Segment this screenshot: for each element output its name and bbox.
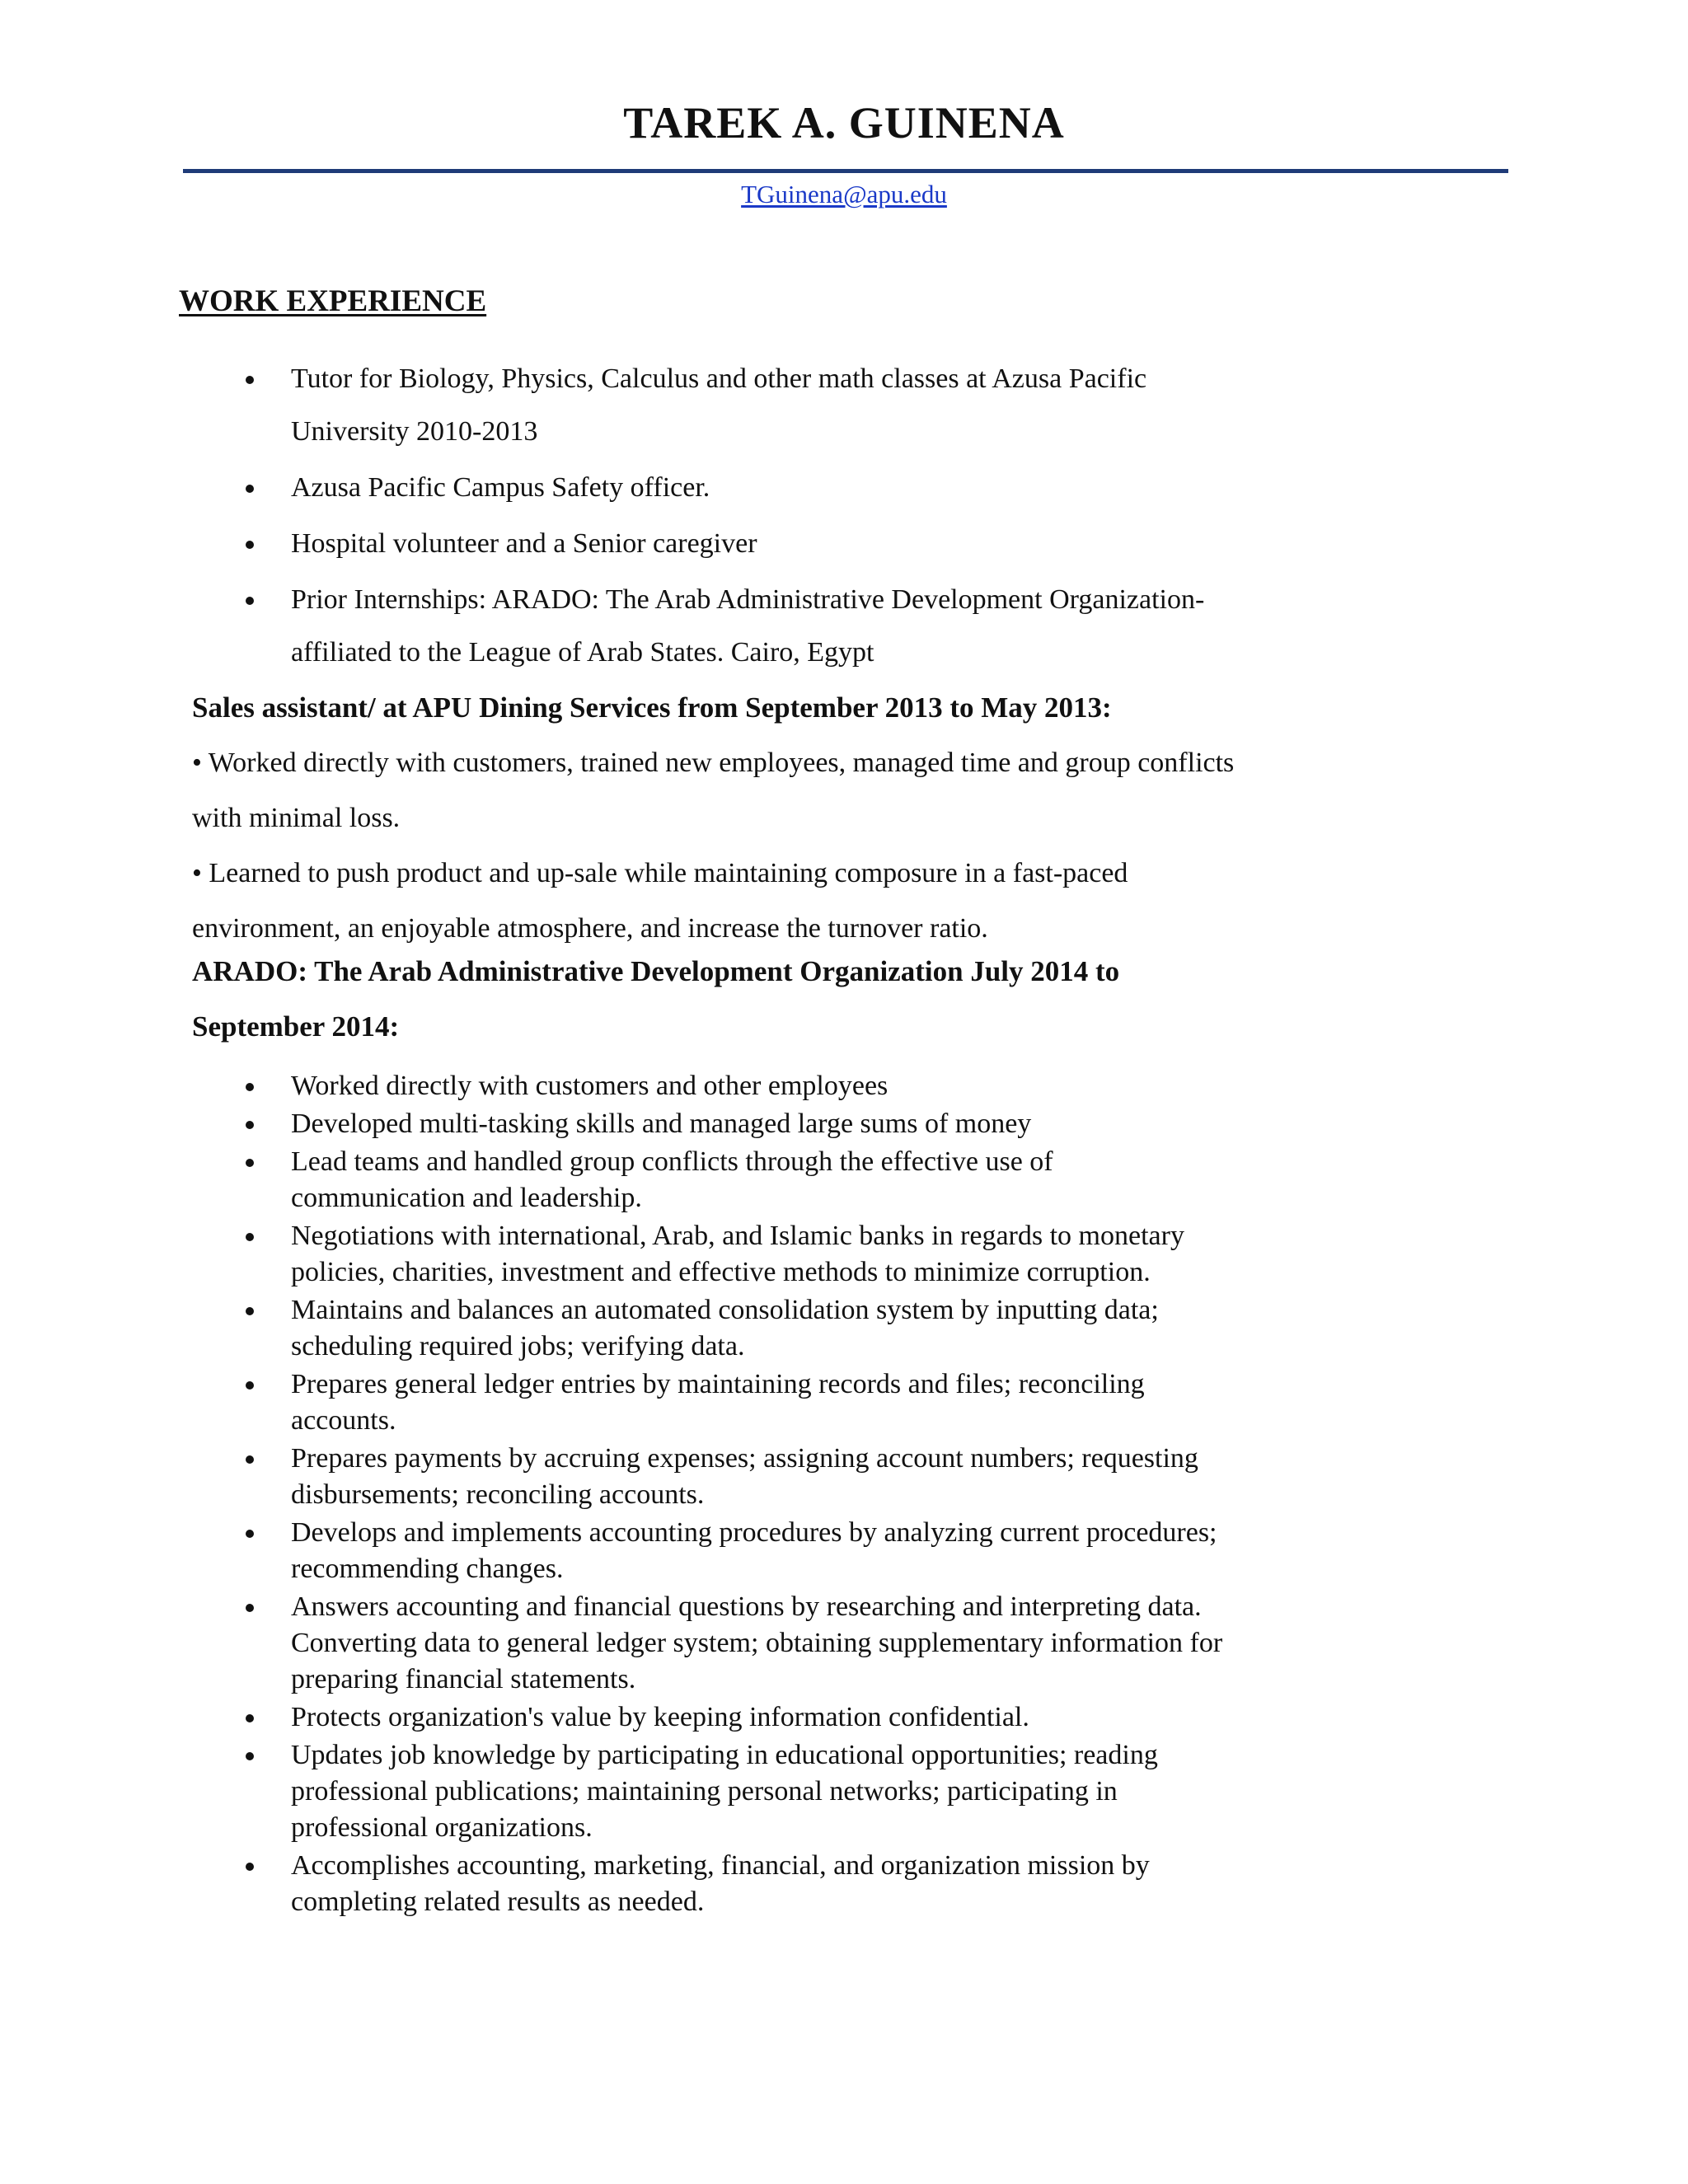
list-item	[239, 1515, 1228, 1587]
email-link[interactable]: TGuinena@apu.edu	[741, 180, 947, 209]
arado-job-section	[192, 944, 1231, 1054]
duty-text: Prepares general ledger entries by maintaining records and files; reconciling accounts.	[291, 1369, 1145, 1436]
duty-text: Protects organization's value by keeping information confidential.	[291, 1702, 1029, 1732]
sales-job-title: Sales assistant/ at APU Dining Services from September 2013 to May 2013:	[192, 691, 1112, 724]
sales-job-section	[192, 680, 1264, 956]
list-item: Hospital volunteer and a Senior caregiver	[239, 518, 1228, 570]
duty-text: Answers accounting and financial questions by researching and interpreting data.	[291, 1591, 1202, 1622]
arado-duties-list	[239, 1068, 1228, 1922]
header-divider	[183, 169, 1508, 173]
arado-job-title: ARADO: The Arab Administrative Development Organization July 2014 to September 2014:	[192, 955, 1120, 1043]
list-item	[239, 1068, 1228, 1104]
duty-text: Lead teams and handled group conflicts through the effective use of communication and leadership.	[291, 1146, 1053, 1213]
list-item	[239, 1699, 1228, 1736]
duty-continuation: Converting data to general ledger system; obtaining supplementary information for preparing financial statements.	[291, 1628, 1223, 1694]
duty-text: Maintains and balances an automated consolidation system by inputting data; scheduling required jobs; verifying data.	[291, 1295, 1159, 1361]
duty-text: Updates job knowledge by participating in educational opportunities; reading professional publications; maintaining personal networks; participating in professional organizations.	[291, 1740, 1158, 1843]
sales-job-description-1: • Worked directly with customers, trained new employees, managed time and group conflicts with minimal loss.	[192, 748, 1235, 833]
list-item	[239, 1366, 1228, 1439]
list-item: Prior Internships: ARADO: The Arab Administrative Development Organization- affiliated to the League of Arab States. Cairo, Egypt	[239, 574, 1228, 679]
work-summary-list	[239, 353, 1228, 682]
duty-text: Accomplishes accounting, marketing, financial, and organization mission by completing related results as needed.	[291, 1850, 1150, 1917]
sales-job-description-2: • Learned to push product and up-sale while maintaining composure in a fast-paced environment, an enjoyable atmosphere, and increase the turnover ratio.	[192, 858, 1128, 944]
list-item	[239, 1218, 1228, 1291]
list-item	[239, 1144, 1228, 1216]
list-item: Tutor for Biology, Physics, Calculus and other math classes at Azusa Pacific University 2010-2013	[239, 353, 1228, 458]
list-item	[239, 1106, 1228, 1142]
duty-text: Develops and implements accounting procedures by analyzing current procedures; recommending changes.	[291, 1517, 1217, 1584]
duty-text: Prepares payments by accruing expenses; assigning account numbers; requesting disbursements; reconciling accounts.	[291, 1443, 1198, 1510]
work-experience-heading: WORK EXPERIENCE	[179, 284, 487, 318]
duty-text: Worked directly with customers and other employees	[291, 1071, 889, 1101]
duty-text: Developed multi-tasking skills and managed large sums of money	[291, 1108, 1032, 1139]
list-item	[239, 1848, 1228, 1920]
duty-text: Negotiations with international, Arab, and Islamic banks in regards to monetary policies, charities, investment and effective methods to minimize corruption.	[291, 1221, 1184, 1287]
resume-name: TAREK A. GUINENA	[623, 98, 1065, 148]
list-item	[239, 1737, 1228, 1846]
list-item	[239, 1441, 1228, 1513]
list-item: Azusa Pacific Campus Safety officer.	[239, 462, 1228, 514]
list-item	[239, 1292, 1228, 1365]
list-item	[239, 1589, 1228, 1698]
